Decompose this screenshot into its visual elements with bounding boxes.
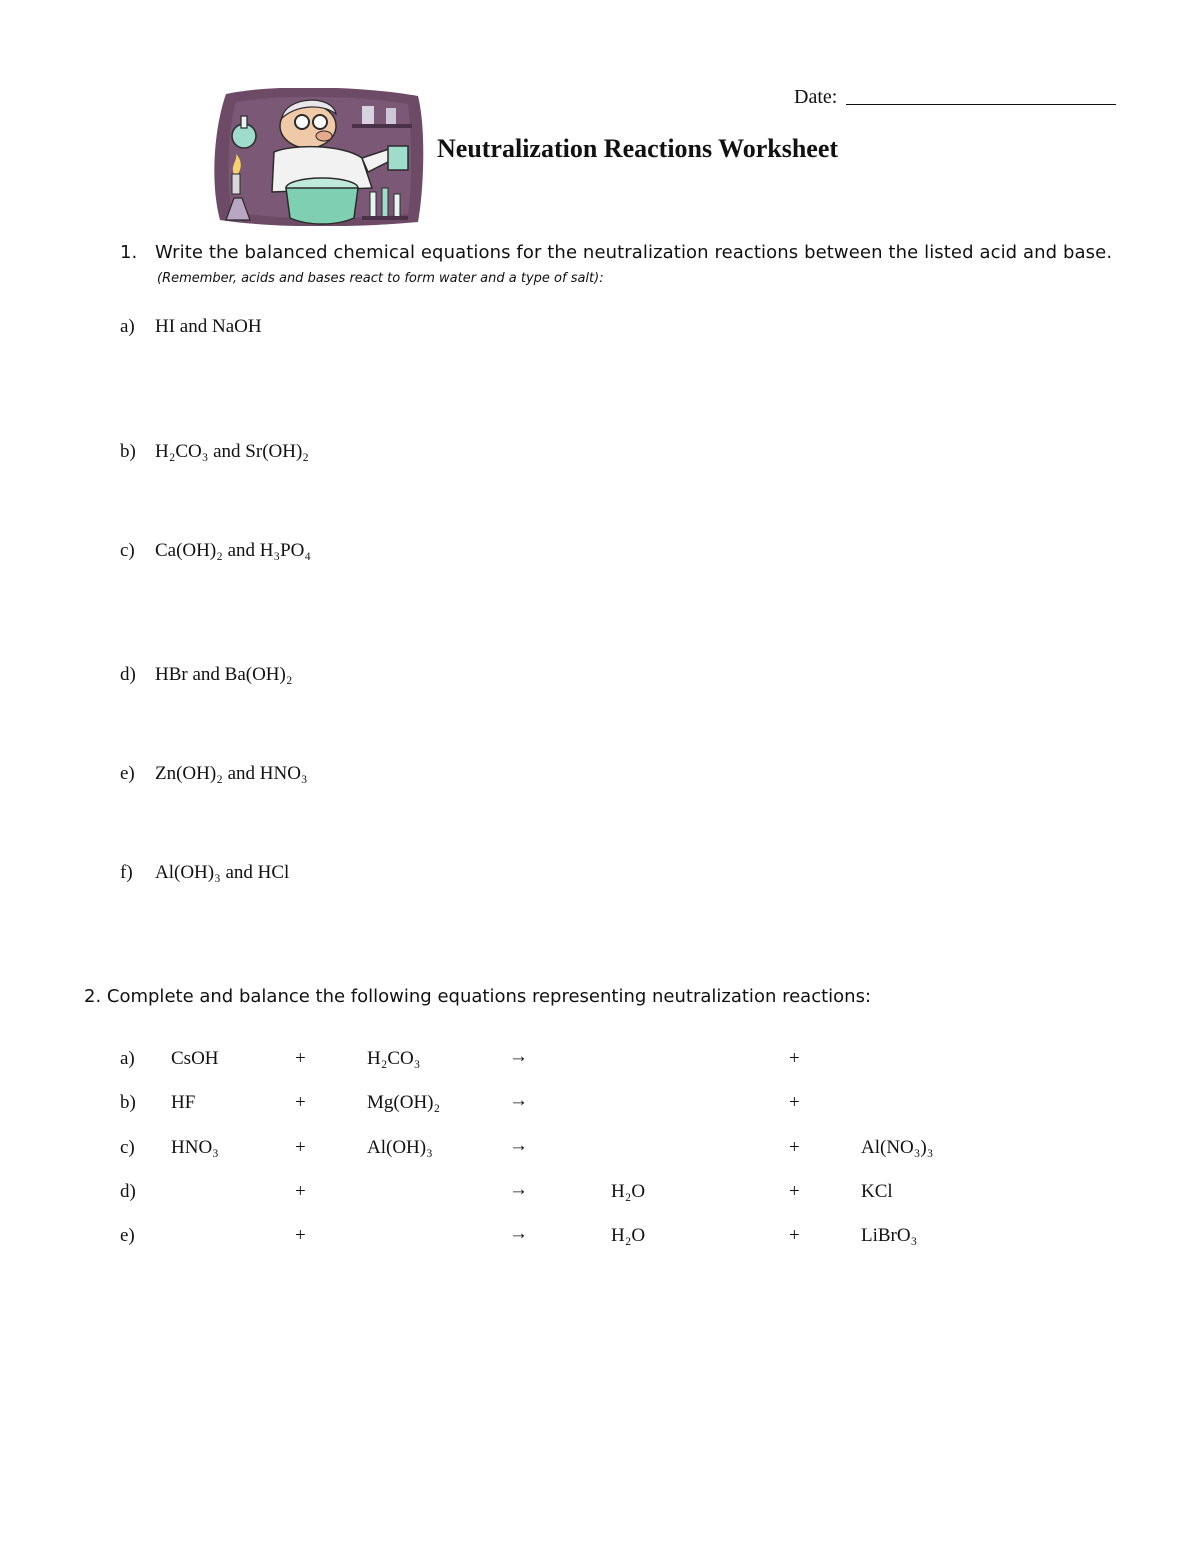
- question-1-note: (Remember, acids and bases react to form water and a type of salt):: [157, 271, 604, 286]
- plus-sign: +: [295, 1092, 306, 1113]
- q2-reactant-2: Al(OH)₃: [367, 1137, 433, 1158]
- date-label: Date:: [794, 86, 838, 108]
- q1-item-label: f): [120, 862, 133, 883]
- q2-product-1: H₂O: [611, 1225, 646, 1246]
- q2-product-2: Al(NO₃)₃: [861, 1137, 934, 1158]
- q2-row-label: c): [120, 1137, 135, 1158]
- q1-item-label: c): [120, 540, 135, 561]
- q2-row-label: e): [120, 1225, 135, 1246]
- plus-sign: +: [295, 1225, 306, 1246]
- q1-item-text: HBr and Ba(OH)₂: [155, 664, 293, 685]
- arrow-icon: →: [509, 1046, 528, 1067]
- q2-product-1: H₂O: [611, 1181, 646, 1202]
- plus-sign: +: [295, 1137, 306, 1158]
- q2-reactant-1: HNO₃: [171, 1137, 219, 1158]
- q1-item-label: b): [120, 441, 136, 462]
- q1-item-text: HI and NaOH: [155, 316, 262, 337]
- plus-sign: +: [789, 1137, 800, 1158]
- date-blank-line: [846, 104, 1116, 105]
- q1-item-text: Al(OH)₃ and HCl: [155, 862, 290, 883]
- q1-item-text: H₂CO₃ and Sr(OH)₂: [155, 441, 309, 462]
- arrow-icon: →: [509, 1179, 528, 1200]
- q2-reactant-2: H₂CO₃: [367, 1048, 421, 1069]
- arrow-icon: →: [509, 1223, 528, 1244]
- arrow-icon: →: [509, 1135, 528, 1156]
- q2-reactant-1: CsOH: [171, 1048, 219, 1069]
- q1-item-label: d): [120, 664, 136, 685]
- q2-reactant-2: Mg(OH)₂: [367, 1092, 441, 1113]
- plus-sign: +: [789, 1048, 800, 1069]
- q2-reactant-1: HF: [171, 1092, 196, 1113]
- q1-item-label: e): [120, 763, 135, 784]
- plus-sign: +: [789, 1181, 800, 1202]
- q2-row-label: b): [120, 1092, 136, 1113]
- plus-sign: +: [295, 1048, 306, 1069]
- plus-sign: +: [295, 1181, 306, 1202]
- page-title: Neutralization Reactions Worksheet: [437, 134, 839, 163]
- plus-sign: +: [789, 1092, 800, 1113]
- q1-item-text: Zn(OH)₂ and HNO₃: [155, 763, 308, 784]
- q2-product-2: KCl: [861, 1181, 893, 1202]
- question-2-prompt: 2. Complete and balance the following equations representing neutralization reactions:: [84, 986, 872, 1007]
- q1-item-label: a): [120, 316, 135, 337]
- q2-product-2: LiBrO₃: [861, 1225, 918, 1246]
- question-1-number: 1.: [120, 242, 138, 263]
- scientist-lab-clipart-icon: [212, 88, 424, 226]
- q2-row-label: a): [120, 1048, 135, 1069]
- plus-sign: +: [789, 1225, 800, 1246]
- q2-row-label: d): [120, 1181, 136, 1202]
- q1-item-text: Ca(OH)₂ and H₃PO₄: [155, 540, 312, 561]
- arrow-icon: →: [509, 1090, 528, 1111]
- question-1-prompt: Write the balanced chemical equations for the neutralization reactions between the listed acid and base.: [155, 242, 1113, 263]
